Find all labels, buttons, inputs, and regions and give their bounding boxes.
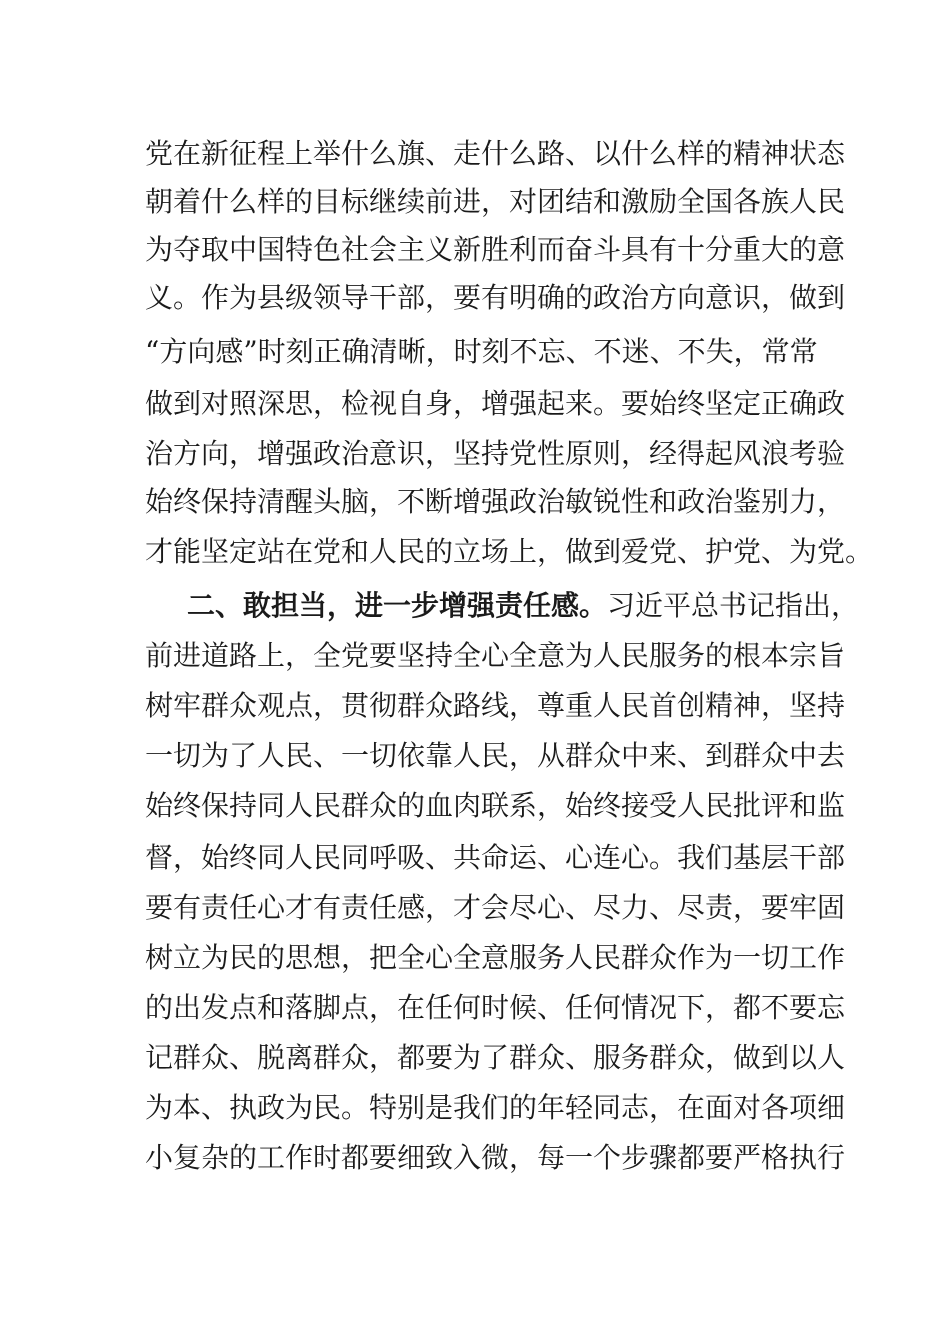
paragraph-2-line-8: 树立为民的思想，把全心全意服务人民群众作为一切工作 (145, 941, 846, 974)
paragraph-2-line-2: 前进道路上，全党要坚持全心全意为人民服务的根本宗旨 (145, 639, 846, 672)
paragraph-2-line-9: 的出发点和落脚点，在任何时候、任何情况下，都不要忘 (145, 991, 846, 1024)
paragraph-1-line-8: 始终保持清醒头脑，不断增强政治敏锐性和政治鉴别力， (145, 485, 846, 518)
paragraph-2-line-7: 要有责任心才有责任感，才会尽心、尽力、尽责，要牢固 (145, 891, 846, 924)
paragraph-2-line-1 (187, 586, 860, 626)
paragraph-2-line-1-rest: 习近平总书记指出， (607, 589, 860, 622)
paragraph-1-line-6: 做到对照深思，检视自身，增强起来。要始终坚定正确政 (145, 387, 846, 420)
paragraph-2-line-11: 为本、执政为民。特别是我们的年轻同志，在面对各项细 (145, 1091, 846, 1124)
paragraph-2-line-10: 记群众、脱离群众，都要为了群众、服务群众，做到以人 (145, 1041, 846, 1074)
paragraph-1-line-9: 才能坚定站在党和人民的立场上，做到爱党、护党、为党。 (145, 535, 874, 568)
paragraph-2-line-12: 小复杂的工作时都要细致入微，每一个步骤都要严格执行 (145, 1141, 846, 1174)
paragraph-1-line-2: 朝着什么样的目标继续前进，对团结和激励全国各族人民 (145, 185, 846, 218)
paragraph-1-line-5: “方向感”时刻正确清晰，时刻不忘、不迷、不失，常常 (145, 335, 818, 368)
paragraph-2-line-3: 树牢群众观点，贯彻群众路线，尊重人民首创精神，坚持 (145, 689, 846, 722)
paragraph-1-line-3: 为夺取中国特色社会主义新胜利而奋斗具有十分重大的意 (145, 233, 846, 266)
paragraph-2-line-6: 督，始终同人民同呼吸、共命运、心连心。我们基层干部 (145, 841, 846, 874)
paragraph-1-line-4: 义。作为县级领导干部，要有明确的政治方向意识，做到 (145, 281, 846, 314)
paragraph-1-line-7: 治方向，增强政治意识，坚持党性原则，经得起风浪考验 (145, 437, 846, 470)
section-heading: 二、敢担当，进一步增强责任感。 (187, 589, 608, 622)
paragraph-2-line-4: 一切为了人民、一切依靠人民，从群众中来、到群众中去 (145, 739, 846, 772)
paragraph-1-line-1: 党在新征程上举什么旗、走什么路、以什么样的精神状态 (145, 137, 846, 170)
paragraph-2-line-5: 始终保持同人民群众的血肉联系，始终接受人民批评和监 (145, 789, 846, 822)
